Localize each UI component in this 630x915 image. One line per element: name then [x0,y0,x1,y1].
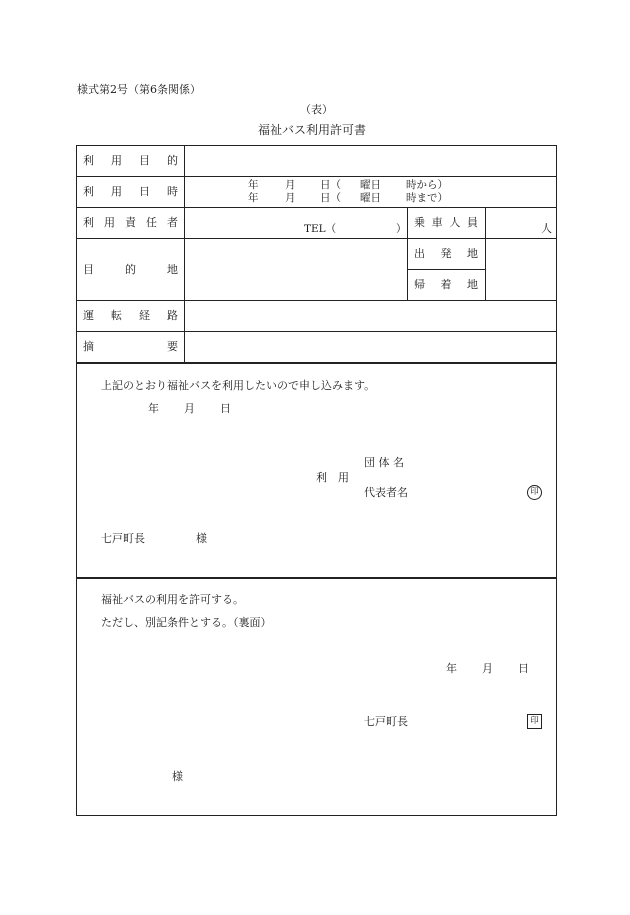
weekday-label: 曜日 [360,179,381,191]
page-title: 福祉バス利用許可書 [258,123,367,137]
rep-name-label: 代表者名 [364,486,408,499]
summary-field[interactable] [186,333,555,361]
form-number: 様式第2号（第6条関係） [77,83,201,96]
month-label: 月 [285,192,296,204]
row-divider [76,331,557,332]
day-label: 日（ [320,192,341,204]
tel-close: ） [396,223,407,235]
purpose-field[interactable] [186,147,555,175]
issuer: 七戸町長 [364,715,408,728]
row-divider [76,176,557,177]
label-column-border [184,145,185,363]
seal-icon: 印 [527,485,542,500]
time-to-label: 時まで） [406,192,448,204]
responsible-label: 利 用 責 任 者 [83,216,178,229]
passengers-unit: 人 [541,222,552,235]
section-divider [76,577,557,579]
route-label: 運 転 経 路 [83,309,178,322]
route-field[interactable] [186,302,555,330]
destination-label: 目 的 地 [83,263,178,276]
section-divider [76,362,557,364]
permit-honorific: 様 [172,770,183,783]
month-label: 月 [285,179,296,191]
row-divider [76,300,557,301]
table-bottom-border [76,815,557,816]
app-day-label: 日 [220,402,231,415]
side-label: （表） [300,103,333,116]
permit-line-1: 福祉バスの利用を許可する。 [101,593,244,606]
permit-line-2: ただし、別記条件とする。（裏面） [101,616,272,629]
summary-label: 摘 要 [83,340,178,353]
time-from-label: 時から） [406,179,448,191]
honorific: 様 [196,532,207,545]
purpose-label: 利 用 目 的 [83,154,178,167]
weekday-label: 曜日 [360,192,381,204]
tel-label: TEL（ [304,223,337,235]
org-name-label: 団 体 名 [364,456,404,469]
datetime-label: 利 用 日 時 [83,185,178,198]
destination-field[interactable] [186,240,406,299]
seal-icon: 印 [527,714,542,729]
permit-year-label: 年 [446,662,457,675]
app-year-label: 年 [148,402,159,415]
user-label: 利 用 [316,471,349,484]
sub-column-border [407,207,408,300]
permit-month-label: 月 [482,662,493,675]
year-label: 年 [248,179,259,191]
responsible-field[interactable] [186,209,406,237]
permit-day-label: 日 [518,662,529,675]
row-divider [407,269,485,270]
application-statement: 上記のとおり福祉バスを利用したいので申し込みます。 [101,379,376,392]
day-label: 日（ [320,179,341,191]
departure-label: 出 発 地 [414,247,478,260]
year-label: 年 [248,192,259,204]
left-border [76,145,77,816]
table-top-border [76,145,557,146]
place-field[interactable] [487,240,555,299]
addressee: 七戸町長 [101,532,145,545]
right-border [556,145,557,816]
app-month-label: 月 [184,402,195,415]
passengers-label: 乗 車 人 員 [414,216,478,229]
return-label: 帰 着 地 [414,278,478,291]
sub-column-border [485,207,486,300]
